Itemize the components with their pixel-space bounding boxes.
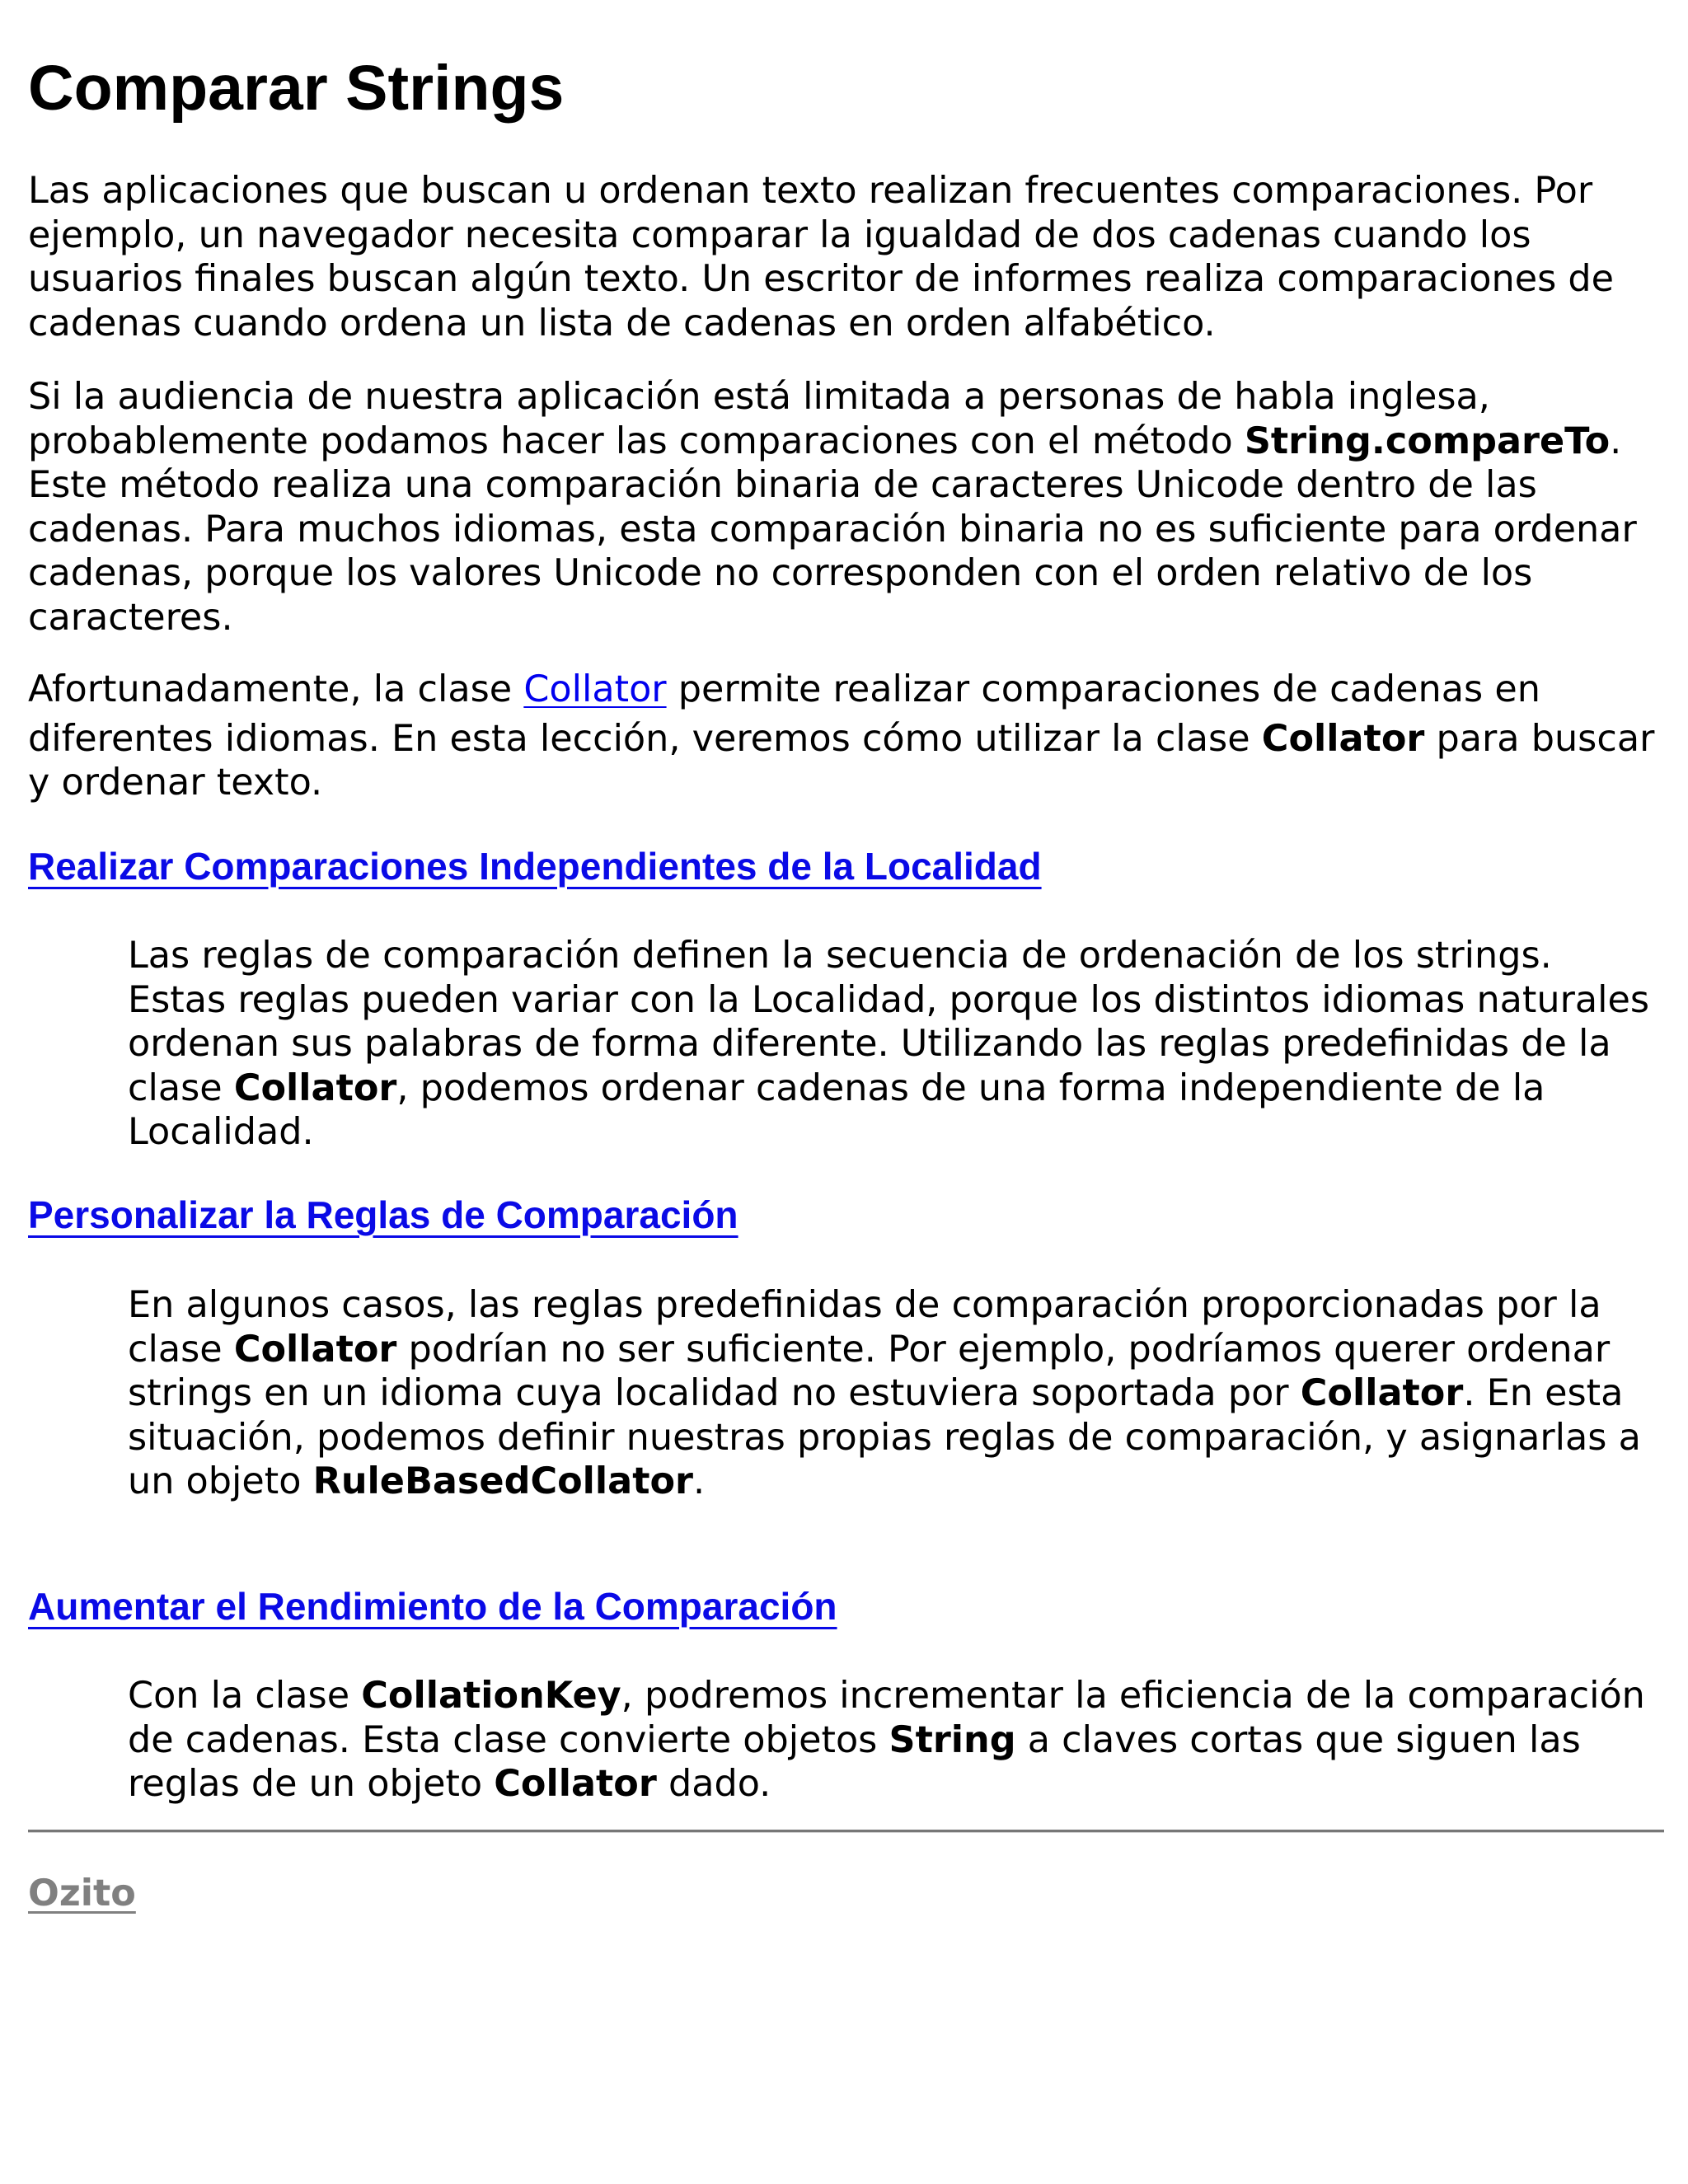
description-text: dado. [656,1763,771,1805]
section-link-customize-rules[interactable]: Personalizar la Reglas de Comparación [28,1193,738,1236]
class-name-collator: Collator [233,1328,397,1371]
intro-paragraph-2 [28,375,1664,640]
description-text: Con la clase [128,1675,362,1717]
section-description-customize-rules [128,1283,1661,1504]
page-title: Comparar Strings [28,53,565,124]
description-text: . En esta situación, podemos definir nuestras propias reglas de comparación, y asignarlas a un objeto [128,1372,1641,1502]
class-name-collator: Collator [1261,717,1425,760]
intro-paragraph-3-text-line2: diferentes idiomas. En esta lección, veremos cómo utilizar la clase [28,717,1262,760]
description-text: podrían no ser suficiente. Por ejemplo, podríamos querer ordenar strings en un idioma cuya localidad no estuviera soportada por [128,1328,1611,1414]
method-name-string-compareto: String.compareTo [1244,419,1611,462]
intro-paragraph-3 [28,668,1664,805]
document-page [28,0,1664,1915]
intro-paragraph-3-text-after: para buscar y ordenar texto. [28,717,1655,804]
description-text: a claves cortas que siguen las reglas de un objeto [128,1718,1581,1805]
class-name-collator: Collator [494,1763,657,1805]
description-text: Las reglas de comparación definen la secuencia de ordenación de los strings. Estas reglas pueden variar con la Localidad, porque los distintos idiomas naturales ordenan sus palabras de forma diferente. Utilizando las reglas predefinidas de la clase [128,935,1650,1109]
collator-link[interactable]: Collator [523,668,667,710]
description-text: , podremos incrementar la eficiencia de la comparación de cadenas. Esta clase convierte objetos [128,1675,1645,1761]
section-description-independent-comparisons [128,934,1661,1155]
class-name-collator: Collator [1300,1372,1464,1414]
intro-paragraph-2-text-before: Si la audiencia de nuestra aplicación está limitada a personas de habla inglesa, probablemente podamos hacer las comparaciones con el método [28,376,1490,462]
intro-paragraph-2-text-after: . Este método realiza una comparación binaria de caracteres Unicode dentro de las cadenas. Para muchos idiomas, esta comparación binaria no es suficiente para ordenar cadenas, porque los valores Unicode no corresponden con el orden relativo de los caracteres. [28,419,1637,639]
intro-paragraph-3-text-before: Afortunadamente, la clase [28,668,524,710]
horizontal-divider [28,1830,1664,1833]
class-name-collator: Collator [233,1066,397,1109]
description-text: , podemos ordenar cadenas de una forma independiente de la Localidad. [128,1066,1545,1153]
section-link-improve-performance[interactable]: Aumentar el Rendimiento de la Comparación [28,1585,837,1628]
class-name-string: String [889,1718,1016,1761]
intro-paragraph-3-text-middle: permite realizar comparaciones de cadenas en [666,668,1540,710]
class-name-rulebasedcollator: RuleBasedCollator [312,1460,693,1502]
section-description-improve-performance [128,1674,1661,1807]
footer-ozito-link[interactable]: Ozito [28,1872,136,1915]
class-name-collationkey: CollationKey [361,1675,621,1717]
intro-paragraph-1: Las aplicaciones que buscan u ordenan texto realizan frecuentes comparaciones. Por ejemplo, un navegador necesita comparar la igualdad de dos cadenas cuando los usuarios finales buscan algún texto. Un escritor de informes realiza comparaciones de cadenas cuando ordena un lista de cadenas en orden alfabético. [28,170,1615,344]
section-link-independent-comparisons[interactable]: Realizar Comparaciones Independientes de la Localidad [28,845,1042,888]
description-text: En algunos casos, las reglas predefinidas de comparación proporcionadas por la clase [128,1284,1601,1371]
description-text: . [693,1460,706,1502]
intro-paragraph-3-line-2 [28,717,1664,805]
